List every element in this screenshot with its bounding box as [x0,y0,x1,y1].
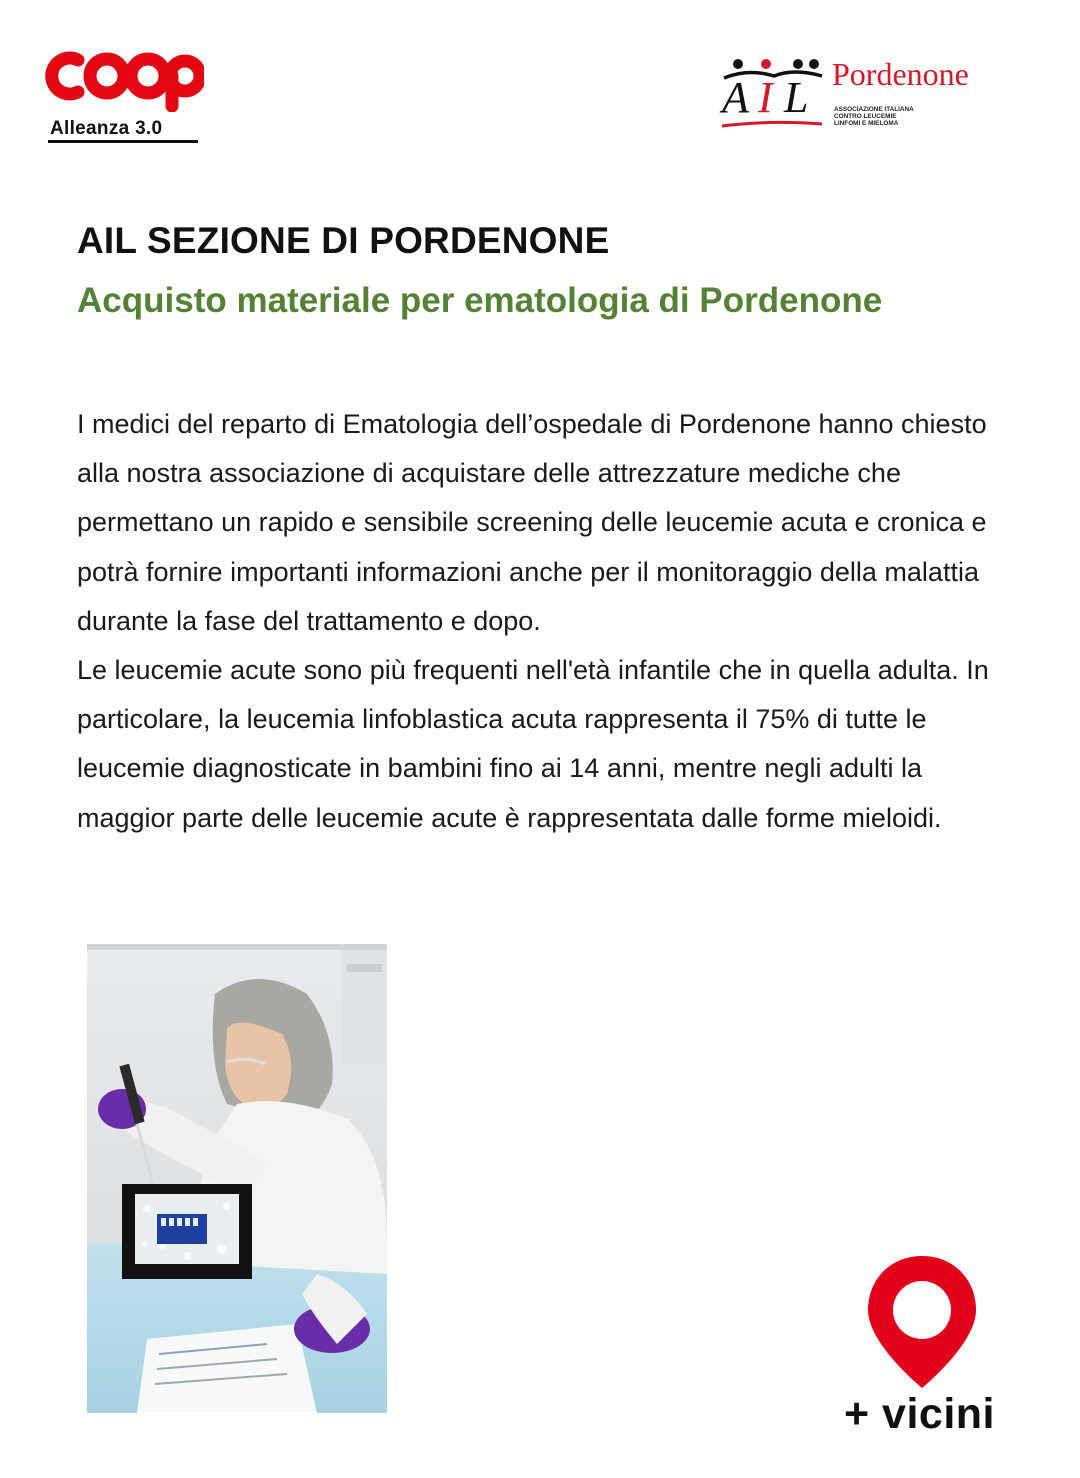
ail-mark-icon [718,54,824,132]
location-pin-icon [864,1252,980,1392]
paragraph: I medici del reparto di Ematologia dell’ospedale di Pordenone hanno chiesto alla nostra associazione di acquistare delle attrezzature mediche che permettano un rapido e sensibile screening delle leucemie acuta e cronica e potrà fornire importanti informazioni anche per il monitoraggio della malattia durante la fase del trattamento e dopo. [77,409,987,636]
ail-desc-line: CONTRO LEUCEMIE [834,113,897,121]
page-subtitle: Acquisto materiale per ematologia di Pordenone [77,281,883,320]
coop-subtitle: Alleanza 3.0 [50,118,163,139]
ail-description [834,106,944,128]
vicini-slogan: + vicini [844,1390,995,1438]
svg-text:L: L [784,73,809,122]
page-title: AIL SEZIONE DI PORDENONE [77,220,610,261]
lab-photo [87,944,387,1413]
ail-desc-line: LINFOMI E MIELOMA [834,120,899,128]
ail-desc-line: ASSOCIAZIONE ITALIANA [834,106,914,113]
ail-city-name: Pordenone [832,56,969,92]
ail-logo [718,54,998,144]
paragraph: Le leucemie acute sono più frequenti nell'età infantile che in quella adulta. In particolare, la leucemia linfoblastica acuta rappresenta il 75% di tutte le leucemie diagnosticate in bambini fino ai 14 anni, mentre negli adulti la maggior parte delle leucemie acute è rappresentata dalle forme mieloidi. [77,655,989,833]
coop-wordmark [44,46,204,112]
svg-text:I: I [758,73,773,122]
coop-logo [44,46,204,146]
svg-text:A: A [722,73,749,122]
body-text [77,400,1007,843]
lab-photo-image [87,944,387,1413]
coop-underline [48,140,198,143]
